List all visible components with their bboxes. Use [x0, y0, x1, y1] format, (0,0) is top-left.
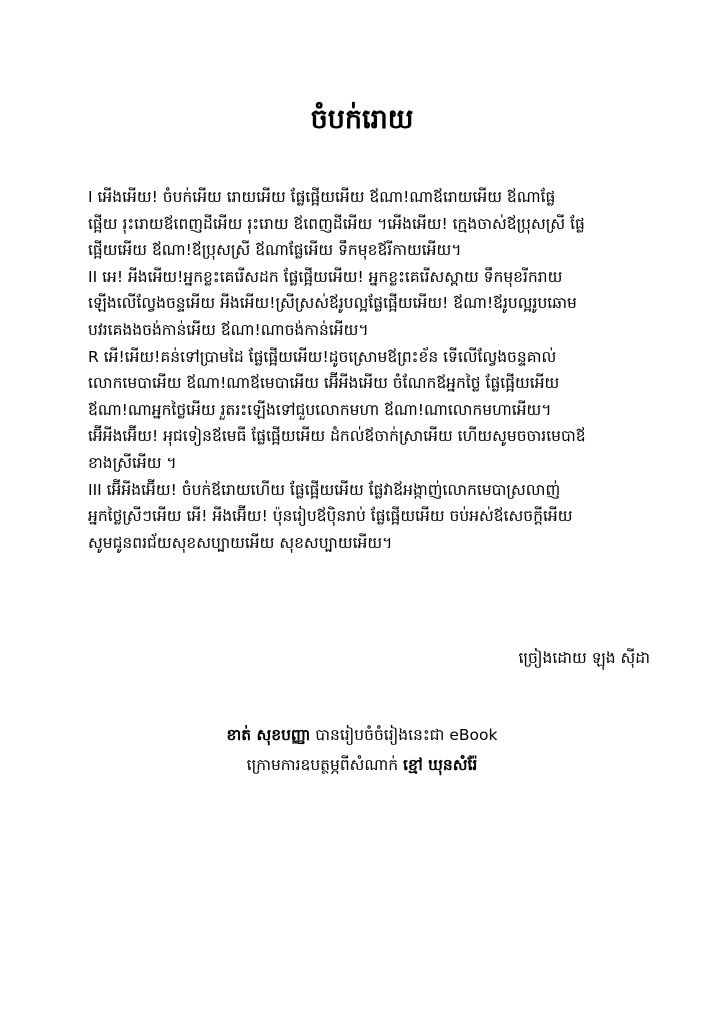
- page-title: ចំបក់រោយ: [310, 104, 414, 135]
- sponsor-name: ខ្មៅ ឃុនសំរ៉ែ: [403, 756, 478, 774]
- lyrics-line: III អ៊ើអីងអ៊ើយ! ចំបក់ឪរោយហើយ ផ្លែផ្អើយអើយ ផ្លែវាឪអង្កាញ់លោកមេបាស្រលាញ់: [88, 480, 561, 499]
- lyrics-line: ខាងស្រីអើយ ។: [88, 453, 177, 472]
- credit-line-sponsor: [0, 750, 724, 780]
- lyrics-line: ផ្អើយអើយ ឪណា!ឪប្រុសស្រី ឪណាផ្លែអើយ ទឹកមុខឪរីកាយអើយ។: [88, 241, 462, 260]
- lyrics-line: សូមជូនពរជ័យសុខសប្បាយអើយ សុខសប្បាយអើយ។: [88, 533, 393, 552]
- lyrics-line: បវរគេងងចង់កាន់អើយ ឪណា!ណាចង់កាន់អើយ។: [88, 320, 369, 339]
- lyrics-line: ឪណា!ណាអ្នកថ្លៃអើយ រួតរះឡើងទៅជួបលោកមហា ឪណា!ណាលោកមហាអើយ។: [88, 400, 552, 419]
- preparer-name: ខាត់ សុខបញ្ញា: [226, 726, 311, 744]
- lyrics-line: អ៊ើអីងអ៊ើយ! អុជទៀនឪមេធី ផ្លែផ្អើយអើយ ដំកល់ឪចាក់ស្រាអើយ ហើយសូមចចារមេបាឪ: [88, 427, 586, 446]
- ebook-credit: [0, 720, 724, 780]
- lyrics-line: I អើងអើយ! ចំបក់អើយ រោយអើយ ផ្លែផ្អើយអើយ ឪណា!ណាឪរោយអើយ ឪណាផ្លែ: [88, 188, 556, 206]
- lyrics-line: ផ្អើយ រុះរោយឪពេញដីអើយ រុះរោយ ឪពេញដីអើយ ។អើងអើយ! ក្មេងចាស់ឪប្រុសស្រី ផ្លែ: [88, 214, 585, 233]
- sponsor-text: ក្រោមការឧបត្ថម្ភពីសំណាក់: [246, 756, 404, 774]
- lyrics-line: ឡើងលើល្វែងចន្ទអើយ អីងអើយ!ស្រីស្រស់ឪរូបល្អផ្លែផ្អើយអើយ! ឪណា!ឪរូបល្អរូបឆោម: [88, 294, 577, 313]
- lyrics-line: R អើ!អើយ!គន់ទៅប្រាមដៃ ផ្លែផ្អើយអើយ!ដូចស្រោមឪព្រះខ័ន ទើលើល្វែងចន្ទគាល់: [88, 347, 557, 366]
- lyrics-body: [88, 184, 648, 556]
- lyrics-line: អ្នកថ្លៃស្រីៗអើយ អើ! អីងអ៊ើយ! ប៉ុនរៀបឪប៉ិនរាប់ ផ្លែផ្អើយអើយ ចប់អស់ឪសេចក្ដីអើយ: [88, 507, 573, 526]
- author-credit: ច្រៀងដោយ ឡុង ស៊ីដា: [518, 649, 650, 667]
- preparer-text: បានរៀបចំចំរៀងនេះជា eBook: [310, 726, 498, 744]
- lyrics-line: លោកមេបាអើយ ឪណា!ណាឪមេបាអើយ អ៊ើអីងអើយ ចំណែកឪអ្នកថ្លៃ ផ្លែផ្អើយអើយ: [88, 374, 560, 393]
- credit-line-preparer: [0, 720, 724, 750]
- lyrics-line: II អេ! អីងអើយ!អ្នកខ្លះគេរើសដក ផ្លែផ្អើយអើយ! អ្នកខ្លះគេរើសស្ពាយ ទឹកមុខរីករាយ: [88, 267, 563, 286]
